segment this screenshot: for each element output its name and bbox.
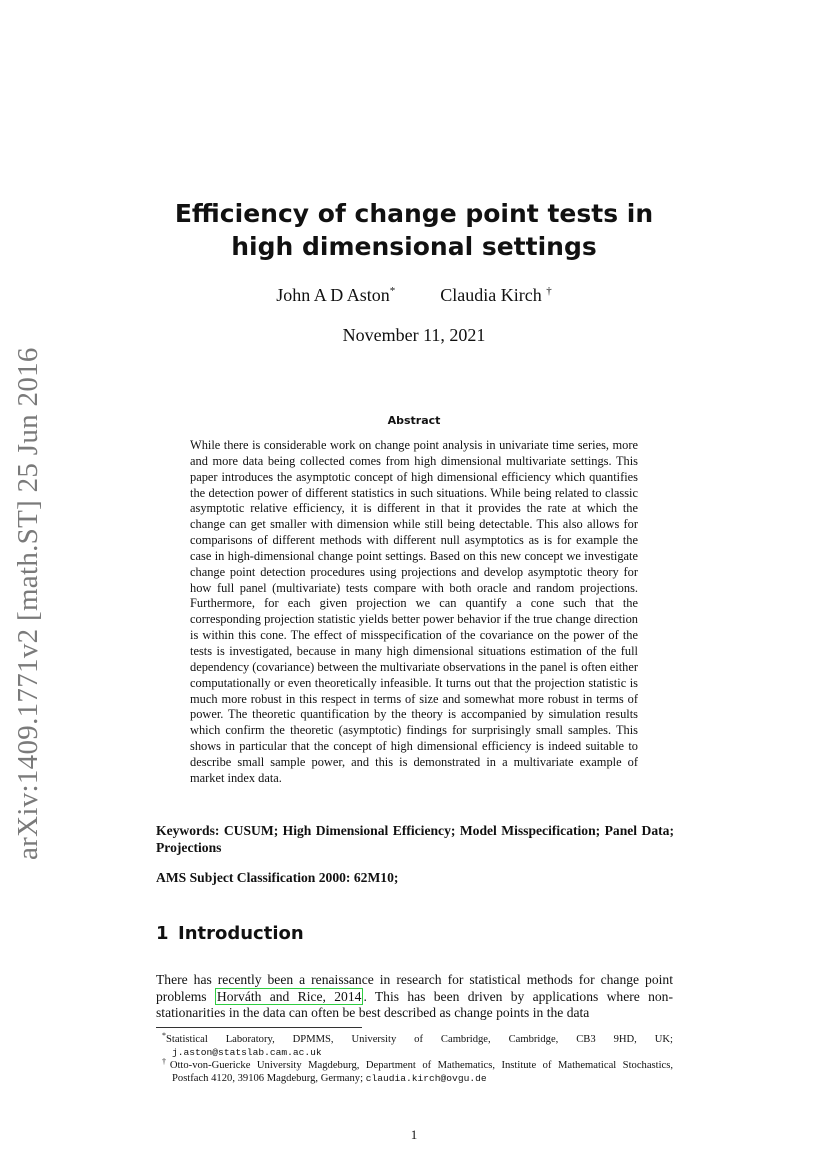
footnote-email[interactable]: claudia.kirch@ovgu.de [365, 1073, 487, 1085]
footnote-text: Otto-von-Guericke University Magdeburg, Department of Mathematics, Institute of Mathematical Stochastics, Postfach 4120, 39106 Magdeburg, Germany; [169, 1060, 674, 1085]
paper-title: Efficiency of change point tests in high dimensional settings [174, 199, 654, 261]
ams-classification: AMS Subject Classification 2000: 62M10; [156, 870, 399, 885]
footnote [156, 1033, 673, 1059]
footnote-rule [156, 1027, 362, 1028]
abstract-text: While there is considerable work on change point analysis in univariate time series, more and more data being collected comes from high dimensional multivariate settings. This paper introduces the asymptotic concept of high dimensional efficiency which quantifies the detection power of different statistics in such situations. While being related to classic asymptotic relative efficiency, it is different in that it provides the rate at which the change can get smaller with dimension while still being detectable. This also allows for comparisons of different methods with different null asymptotics as is for example the case in high-dimensional change point settings. Based on this new concept we investigate change point detection procedures using projections and develop asymptotic theory for how full panel (multivariate) tests compare with both oracle and random projections. Furthermore, for each given projection we can quantify a cone such that the corresponding projection statistic yields better power behavior if the true change direction is within this cone. The effect of misspecification of the covariance on the power of the tests is investigated, because in many high dimensional situations estimation of the full dependency (covariance) between the multivariate observations in the panel is often either computationally or even theoretically infeasible. It turns out that the projection statistic is much more robust in this respect in terms of size and somewhat more robust in terms of power. The theoretic quantification by the theory is accompanied by simulation results which confirm the theoretic (asymptotic) findings for surprisingly small samples. This shows in particular that the concept of high dimensional efficiency is indeed suitable to describe small sample power, and this is demonstrated in a multivariate example of market index data. [190, 438, 638, 785]
author-footnote-mark: * [389, 285, 396, 297]
citation-link[interactable]: Horváth and Rice, 2014 [216, 988, 362, 1004]
footnote-mark: † [162, 1057, 170, 1066]
section-number: 1 [156, 923, 169, 944]
abstract-heading: Abstract [387, 414, 441, 427]
section-title: Introduction [178, 923, 304, 944]
intro-paragraph [156, 972, 673, 1022]
keywords: Keywords: CUSUM; High Dimensional Efficiency; Model Misspecification; Panel Data; Projections [156, 823, 674, 855]
footnote-mark: * [162, 1031, 166, 1040]
intro-text: There has recently been a renaissance in research for statistical methods for change point problems [156, 972, 673, 1004]
page-number: 1 [410, 1127, 418, 1142]
intro-text: . This has been driven by applications where non-stationarities in the data can often be best described as change points in the data [156, 988, 673, 1021]
footnote-text: Statistical Laboratory, DPMMS, University of Cambridge, Cambridge, CB3 9HD, UK; [166, 1034, 673, 1045]
author-name: Claudia Kirch [440, 285, 542, 305]
footnote-email[interactable]: j.aston@statslab.cam.ac.uk [172, 1047, 322, 1059]
author-name: John A D Aston [276, 285, 390, 305]
author-list [140, 285, 688, 306]
section-heading [156, 923, 304, 944]
arxiv-stamp: arXiv:1409.1771v2 [math.ST] 25 Jun 2016 [12, 347, 44, 860]
paper-date: November 11, 2021 [342, 325, 486, 345]
author-footnote-mark: † [546, 285, 552, 297]
footnote [156, 1059, 673, 1085]
